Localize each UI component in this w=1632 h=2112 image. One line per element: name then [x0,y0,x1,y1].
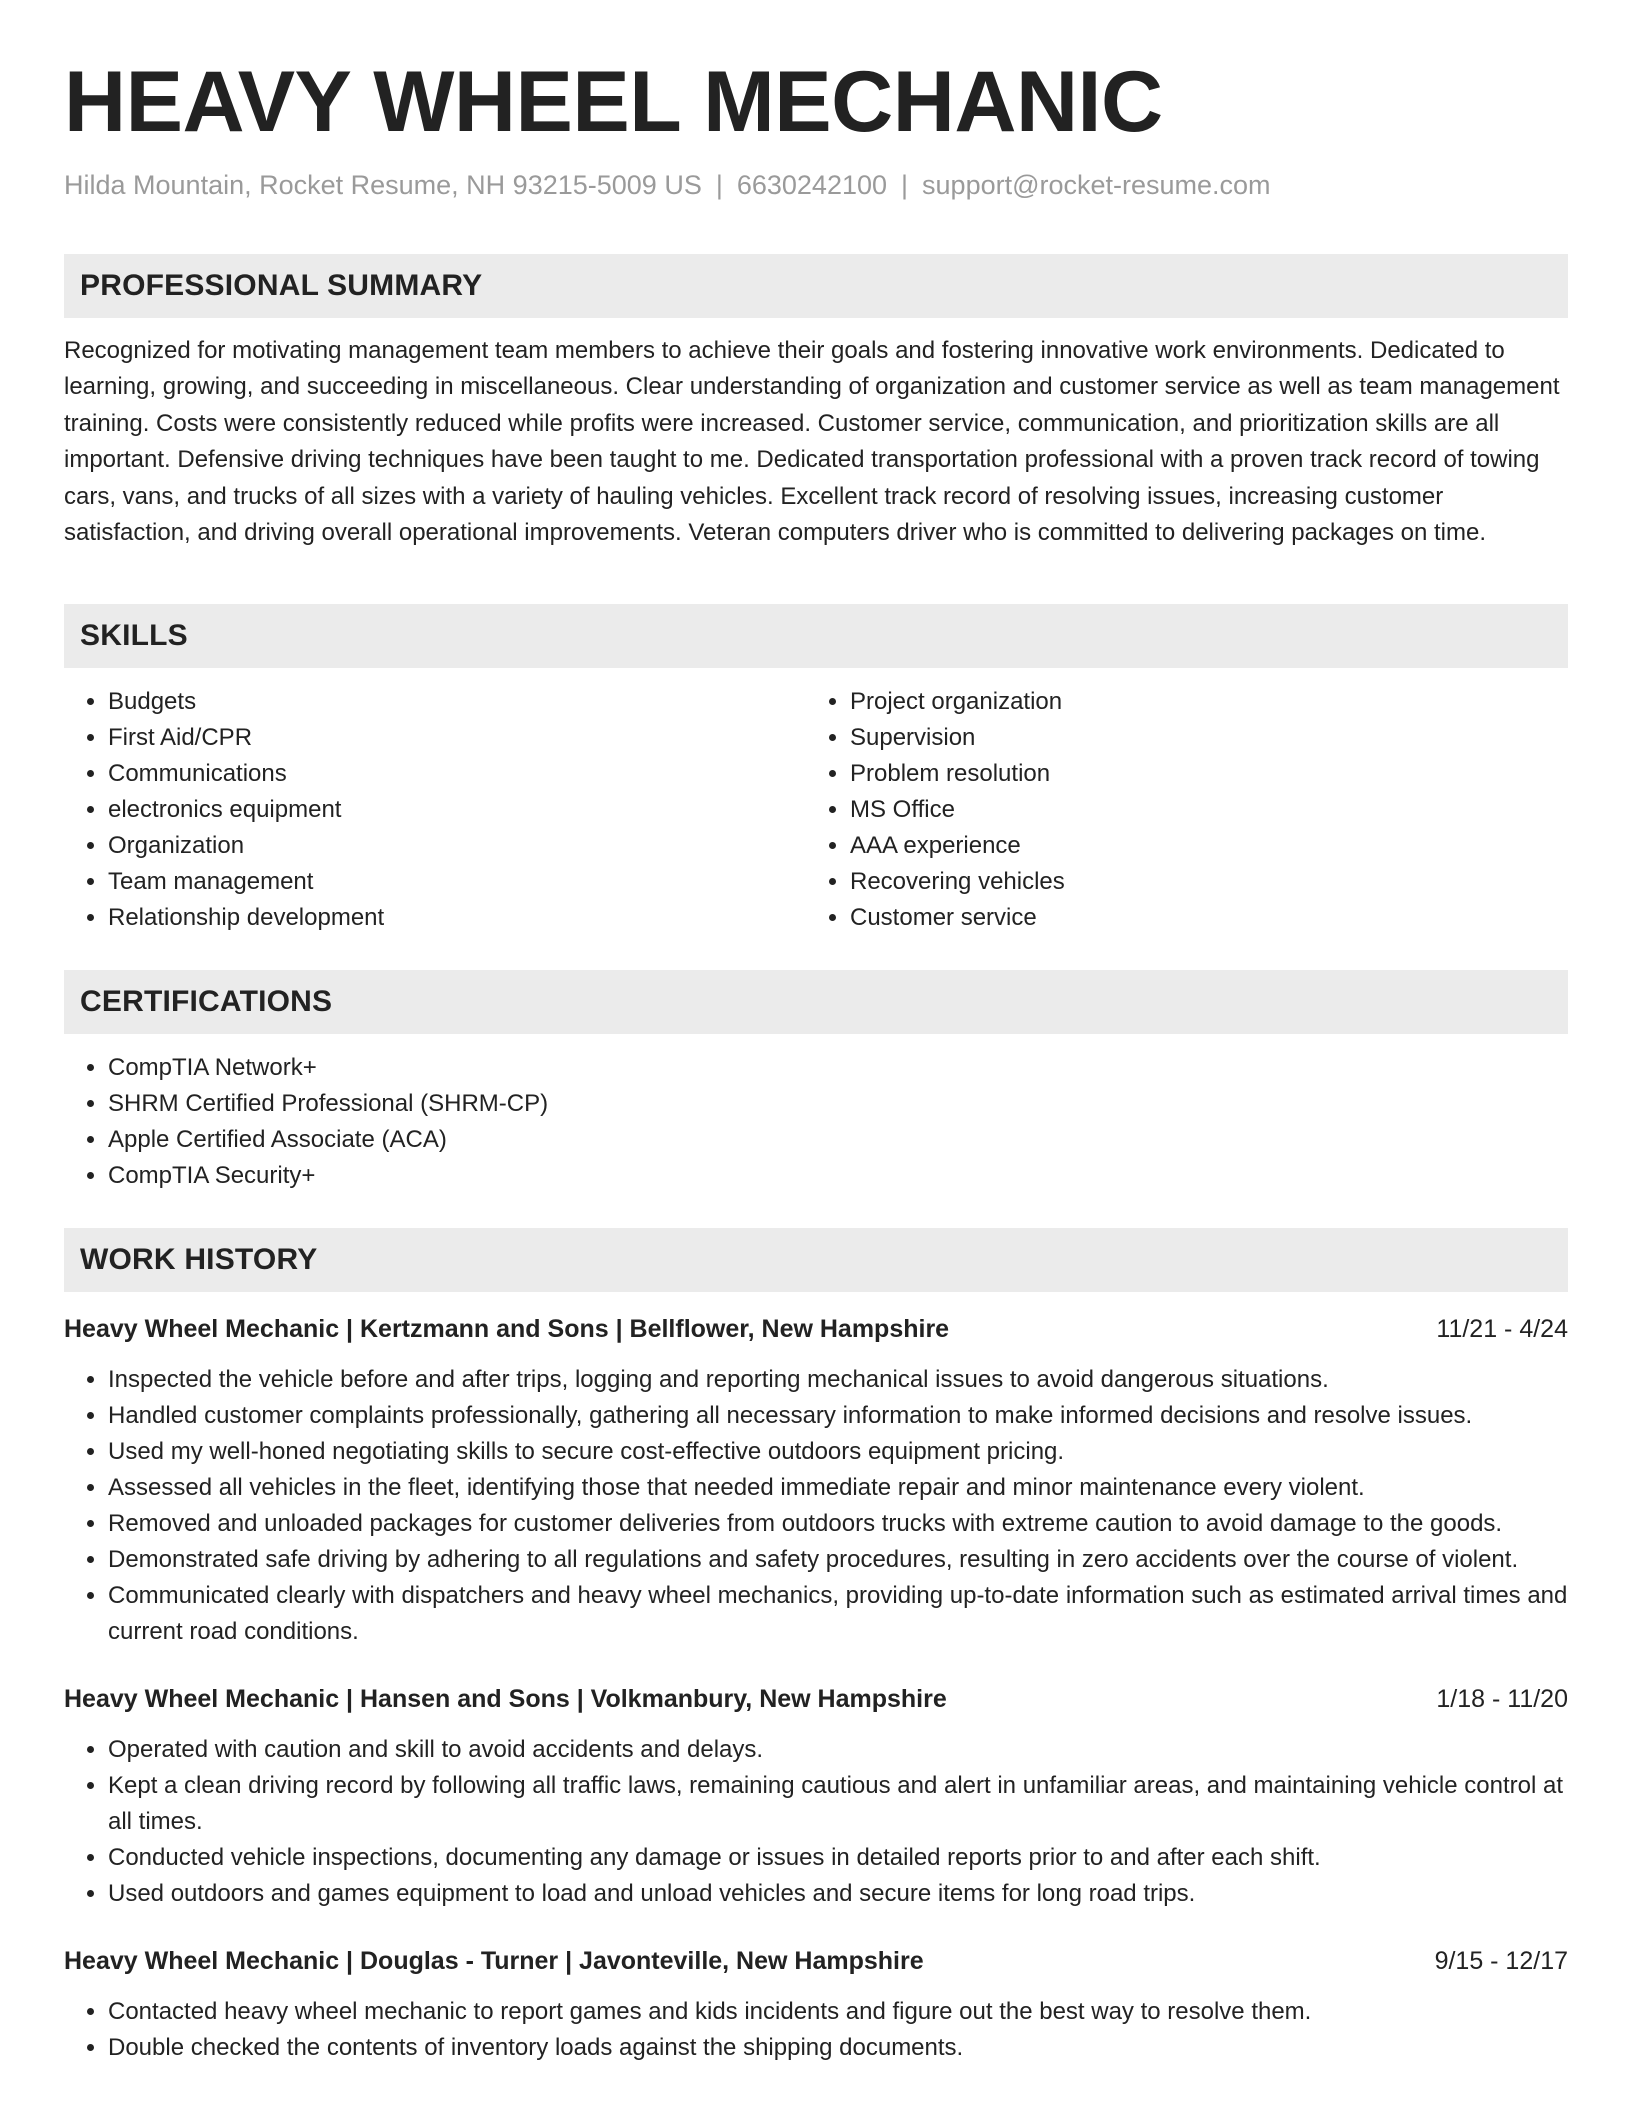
job-bullet: • Demonstrated safe driving by adhering to all regulations and safety procedures, resulting in zero accidents over the course of violent. [108,1542,1568,1578]
job-bullet: • Used outdoors and games equipment to load and unload vehicles and secure items for long road trips. [108,1876,1568,1912]
job-dates: 9/15 - 12/17 [1434,1947,1568,1976]
skill-item: • electronics equipment [108,792,806,828]
job-dates: 1/18 - 11/20 [1436,1685,1568,1714]
section-heading-summary: PROFESSIONAL SUMMARY [64,254,1568,318]
skill-item: • Problem resolution [850,756,1548,792]
job-header [64,1944,1568,1978]
job-title: Heavy Wheel Mechanic | Douglas - Turner | Javonteville, New Hampshire [64,1947,924,1976]
certifications-list [64,1050,1568,1194]
skill-item: • Communications [108,756,806,792]
resume-name: HEAVY WHEEL MECHANIC [64,54,1163,150]
job-header [64,1682,1568,1716]
skills-list [64,684,1568,936]
job-bullet: • Double checked the contents of inventory loads against the shipping documents. [108,2030,1568,2066]
job-dates: 11/21 - 4/24 [1436,1315,1568,1344]
job-title: Heavy Wheel Mechanic | Hansen and Sons | Volkmanbury, New Hampshire [64,1685,947,1714]
certification-item: • CompTIA Network+ [108,1050,1568,1086]
contact-address: Hilda Mountain, Rocket Resume, NH 93215-5009 US [64,170,702,200]
job-entry [64,1682,1568,1912]
job-bullet: • Operated with caution and skill to avoid accidents and delays. [108,1732,1568,1768]
contact-separator: | [901,170,909,200]
contact-phone: 6630242100 [736,170,888,200]
skill-item: • Recovering vehicles [850,864,1548,900]
job-entry [64,1312,1568,1650]
job-header [64,1312,1568,1346]
contact-separator: | [715,170,723,200]
job-bullet: • Removed and unloaded packages for customer deliveries from outdoors trucks with extreme caution to avoid damage to the goods. [108,1506,1568,1542]
skill-item: • Organization [108,828,806,864]
skill-item: • AAA experience [850,828,1548,864]
certification-item: • CompTIA Security+ [108,1158,1568,1194]
skill-item: • Relationship development [108,900,806,936]
job-bullet: • Contacted heavy wheel mechanic to report games and kids incidents and figure out the best way to resolve them. [108,1994,1568,2030]
job-bullet: • Assessed all vehicles in the fleet, identifying those that needed immediate repair and minor maintenance every violent. [108,1470,1568,1506]
skill-item: • Project organization [850,684,1548,720]
section-heading-skills: SKILLS [64,604,1568,668]
section-heading-certifications: CERTIFICATIONS [64,970,1568,1034]
job-bullet: • Communicated clearly with dispatchers and heavy wheel mechanics, providing up-to-date information such as estimated arrival times and current road conditions. [108,1578,1568,1650]
job-bullet: • Kept a clean driving record by following all traffic laws, remaining cautious and alert in unfamiliar areas, and maintaining vehicle control at all times. [108,1768,1568,1840]
summary-text: Recognized for motivating management team members to achieve their goals and fostering innovative work environments. Dedicated to learning, growing, and succeeding in miscellaneous. Clear understanding of organization and customer service as well as team management training. Costs were consistently reduced while profits were increased. Customer service, communication, and prioritization skills are all important. Defensive driving techniques have been taught to me. Dedicated transportation professional with a proven track record of towing cars, vans, and trucks of all sizes with a variety of hauling vehicles. Excellent track record of resolving issues, increasing customer satisfaction, and driving overall operational improvements. Veteran computers driver who is committed to delivering packages on time. [64,337,1560,547]
job-entry [64,1944,1568,2066]
skills-column-left [64,684,806,936]
job-bullet: • Handled customer complaints professionally, gathering all necessary information to make informed decisions and resolve issues. [108,1398,1568,1434]
contact-email[interactable]: support@rocket-resume.com [922,170,1271,200]
section-heading-work-history: WORK HISTORY [64,1228,1568,1292]
job-bullet: • Inspected the vehicle before and after trips, logging and reporting mechanical issues to avoid dangerous situations. [108,1362,1568,1398]
certification-item: • Apple Certified Associate (ACA) [108,1122,1568,1158]
job-bullet: • Conducted vehicle inspections, documenting any damage or issues in detailed reports prior to and after each shift. [108,1840,1568,1876]
job-title: Heavy Wheel Mechanic | Kertzmann and Sons | Bellflower, New Hampshire [64,1315,950,1344]
skill-item: • Customer service [850,900,1548,936]
job-bullet: • Used my well-honed negotiating skills to secure cost-effective outdoors equipment pricing. [108,1434,1568,1470]
skill-item: • First Aid/CPR [108,720,806,756]
contact-line [64,168,1568,202]
skill-item: • Team management [108,864,806,900]
skill-item: • Supervision [850,720,1548,756]
skill-item: • Budgets [108,684,806,720]
certification-item: • SHRM Certified Professional (SHRM-CP) [108,1086,1568,1122]
skill-item: • MS Office [850,792,1548,828]
skills-column-right [806,684,1548,936]
